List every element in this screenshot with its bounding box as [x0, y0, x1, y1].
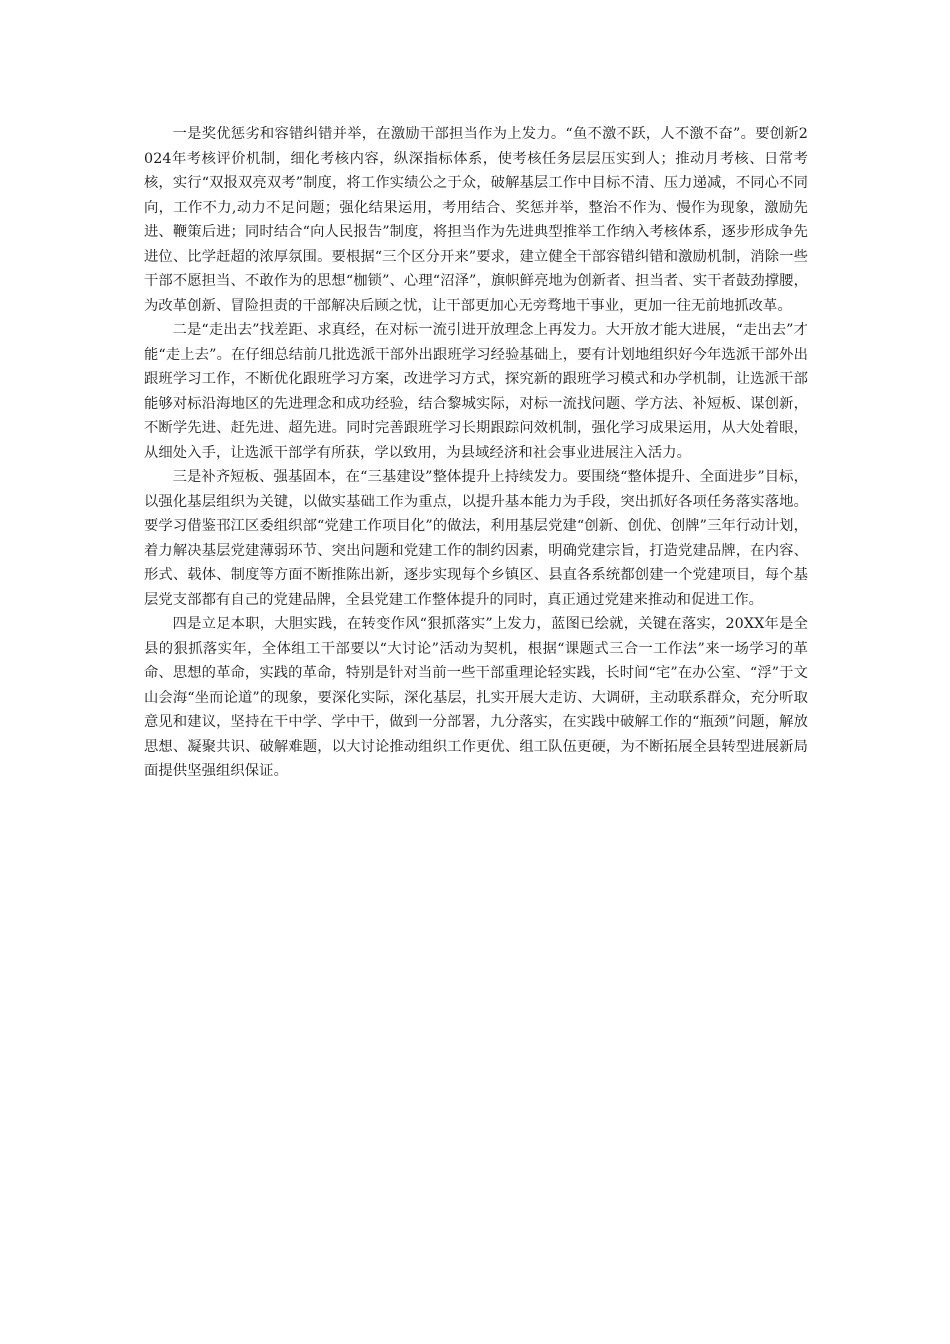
paragraph-2: 二是“走出去”找差距、求真经，在对标一流引进开放理念上再发力。大开放才能大进展，“走出去”才能“走上去”。在仔细总结前几批选派干部外出跟班学习经验基础上，要有计划地组织好今年选派干部外出跟班学习工作，不断优化跟班学习方案，改进学习方式，探究新的跟班学习模式和办学机制，让选派干部能够对标沿海地区的先进理念和成功经验，结合黎城实际，对标一流找问题、学方法、补短板、谋创新，不断学先进、赶先进、超先进。同时完善跟班学习长期跟踪问效机制，强化学习成果运用，从大处着眼，从细处入手，让选派干部学有所获，学以致用，为县域经济和社会事业进展注入活力。 — [144, 322, 808, 461]
paragraph-1: 一是奖优惩劣和容错纠错并举，在激励干部担当作为上发力。“鱼不激不跃，人不激不奋”。要创新2024年考核评价机制，细化考核内容，纵深指标体系，使考核任务层层压实到人；推动月考核、日常考核，实行“双报双亮双考”制度，将工作实绩公之于众，破解基层工作中目标不清、压力递减，不同心不同向，工作不力,动力不足问题；强化结果运用，考用结合、奖惩并举，整治不作为、慢作为现象，激励先进、鞭策后进；同时结合“向人民报告”制度，将担当作为先进典型推举工作纳入考核体系，逐步形成争先进位、比学赶超的浓厚氛围。要根据“三个区分开来”要求，建立健全干部容错纠错和激励机制，消除一些干部不愿担当、不敢作为的思想“枷锁”、心理“沼泽”，旗帜鲜亮地为创新者、担当者、实干者鼓劲撑腰，为改革创新、冒险担责的干部解决后顾之忧，让干部更加心无旁骛地干事业，更加一往无前地抓改革。 — [144, 126, 808, 314]
paragraph-4: 四是立足本职，大胆实践，在转变作风“狠抓落实”上发力，蓝图已绘就，关键在落实，20XX年是全县的狠抓落实年，全体组工干部要以“大讨论”活动为契机，根据“课题式三合一工作法”来一场学习的革命、思想的革命，实践的革命，特别是针对当前一些干部重理论轻实践，长时间“宅”在办公室、“浮”于文山会海“坐而论道”的现象，要深化实际，深化基层，扎实开展大走访、大调研，主动联系群众，充分听取意见和建议，坚持在干中学、学中干，做到一分部署，九分落实，在实践中破解工作的“瓶颈”问题，解放思想、凝聚共识、破解难题，以大讨论推动组织工作更优、组工队伍更硬，为不断拓展全县转型进展新局面提供坚强组织保证。 — [144, 616, 808, 779]
paragraph-3: 三是补齐短板、强基固本，在“三基建设”整体提升上持续发力。要围绕“整体提升、全面进步”目标，以强化基层组织为关键，以做实基础工作为重点，以提升基本能力为手段，突出抓好各项任务落实落地。要学习借鉴邗江区委组织部“党建工作项目化”的做法，利用基层党建“创新、创优、创牌”三年行动计划，着力解决基层党建薄弱环节、突出问题和党建工作的制约因素，明确党建宗旨，打造党建品牌，在内容、形式、载体、制度等方面不断推陈出新，逐步实现每个乡镇区、县直各系统都创建一个党建项目，每个基层党支部都有自己的党建品牌，全县党建工作整体提升的同时，真正通过党建来推动和促进工作。 — [144, 469, 808, 608]
document-body — [144, 122, 808, 784]
